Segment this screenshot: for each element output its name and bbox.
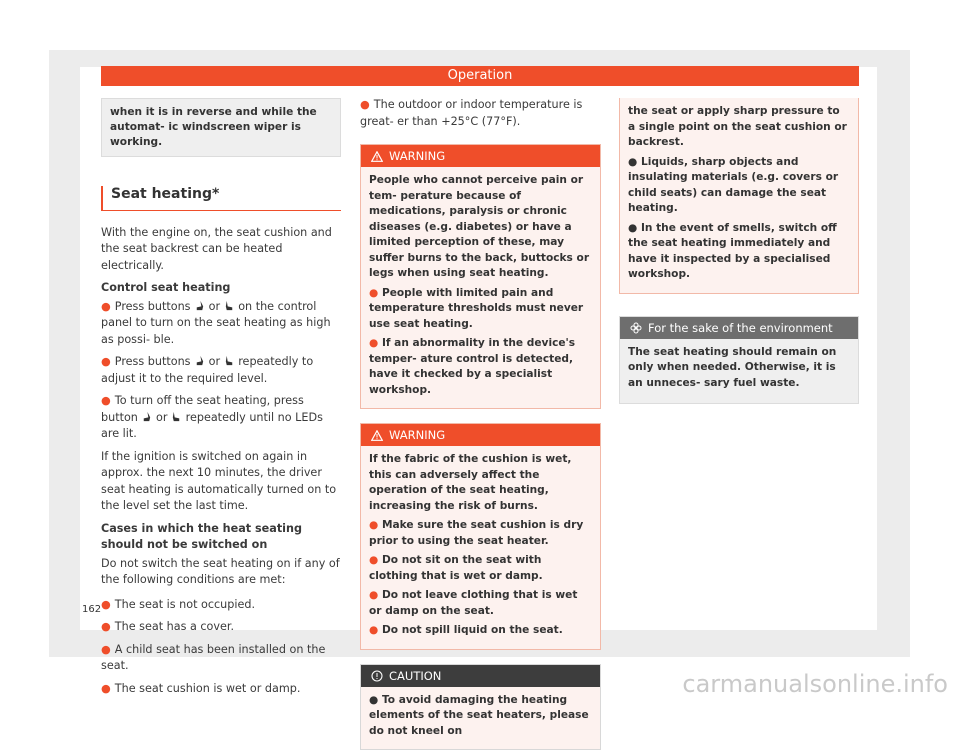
environment-box — [619, 316, 859, 405]
caution-box — [360, 664, 601, 750]
warning-header: WARNING — [361, 424, 600, 446]
seat-heat-left-icon — [141, 411, 152, 422]
warning-bullet: ● Make sure the seat cushion is dry prior to using the seat heater. — [369, 518, 592, 549]
warning-bullet: ● Do not spill liquid on the seat. — [369, 623, 592, 639]
list-item: ● The seat is not occupied. — [101, 597, 341, 614]
seat-heat-left-icon — [194, 300, 205, 311]
conditions-paragraph: Do not switch the seat heating on if any of the following conditions are met: — [101, 556, 341, 589]
caution-circle-icon — [371, 670, 383, 682]
caution-continuation-box — [619, 98, 859, 294]
bullet-dot: ● — [101, 355, 111, 368]
warning-text: If the fabric of the cushion is wet, this can adversely affect the operation of the seat heating, increasing the risk of burns. — [369, 452, 592, 514]
warning-bullet: ● If an abnormality in the device's temper- ature control is detected, have it checked by a specialist workshop. — [369, 336, 592, 398]
warning-bullet: ● Do not leave clothing that is wet or damp on the seat. — [369, 588, 592, 619]
seat-heat-right-icon — [224, 355, 235, 366]
seat-heat-left-icon — [194, 355, 205, 366]
bullet-adjust: ● Press buttons or repeatedly to adjust it to the required level. — [101, 354, 341, 387]
caution-bullet: ● In the event of smells, switch off the seat heating immediately and have it inspected by a specialised workshop. — [628, 221, 850, 283]
seat-heat-right-icon — [171, 411, 182, 422]
caution-header: CAUTION — [361, 665, 600, 687]
warning-box-2 — [360, 423, 601, 650]
list-item: ● The seat cushion is wet or damp. — [101, 681, 341, 698]
warning-triangle-icon — [371, 430, 383, 441]
column-3 — [619, 98, 859, 404]
chapter-header: Operation — [101, 66, 859, 86]
section-title: Seat heating* — [101, 186, 341, 211]
subheading-cases: Cases in which the heat seating should not be switched on — [101, 521, 341, 554]
seat-heat-right-icon — [224, 300, 235, 311]
subheading-control: Control seat heating — [101, 280, 341, 297]
bullet-dot: ● — [101, 394, 111, 407]
environment-text: The seat heating should remain on only when needed. Otherwise, it is an unneces- sary fuel waste. — [628, 345, 850, 392]
warning-text: People who cannot perceive pain or tem- perature because of medications, paralysis or chronic diseases (e.g. diabetes) or have a limited perception of these, may suffer burns to the back, buttocks or legs when using seat heating. — [369, 173, 592, 282]
flower-icon — [630, 322, 642, 334]
list-item: ● A child seat has been installed on the seat. — [101, 642, 341, 675]
intro-note-box: when it is in reverse and while the automat- ic windscreen wiper is working. — [101, 98, 341, 157]
bullet-turn-on: ● Press buttons or on the control panel to turn on the seat heating as high as possi- ble. — [101, 299, 341, 349]
warning-bullet: ● People with limited pain and temperature thresholds must never use seat heating. — [369, 286, 592, 333]
list-item: ● The outdoor or indoor temperature is great- er than +25°C (77°F). — [360, 97, 601, 130]
watermark: carmanualsonline.info — [682, 670, 948, 698]
page-number: 162 — [82, 604, 101, 615]
ignition-paragraph: If the ignition is switched on again in approx. the next 10 minutes, the driver seat heating is automatically turned on to the level set the last time. — [101, 449, 341, 515]
caution-bullet: ● To avoid damaging the heating elements of the seat heaters, please do not kneel on — [369, 693, 592, 740]
column-1 — [101, 98, 341, 703]
bullet-turn-off: ● To turn off the seat heating, press button or repeatedly until no LEDs are lit. — [101, 393, 341, 443]
list-item: ● The seat has a cover. — [101, 619, 341, 636]
warning-bullet: ● Do not sit on the seat with clothing that is wet or damp. — [369, 553, 592, 584]
warning-header: WARNING — [361, 145, 600, 167]
environment-header: For the sake of the environment — [620, 317, 858, 339]
bullet-dot: ● — [101, 300, 111, 313]
column-2 — [360, 98, 601, 750]
warning-triangle-icon — [371, 151, 383, 162]
warning-box-1 — [360, 144, 601, 409]
intro-paragraph: With the engine on, the seat cushion and the seat backrest can be heated electrically. — [101, 225, 341, 275]
caution-continued-text: the seat or apply sharp pressure to a single point on the seat cushion or backrest. — [628, 104, 850, 151]
caution-bullet: ● Liquids, sharp objects and insulating materials (e.g. covers or child seats) can damage the seat heating. — [628, 155, 850, 217]
